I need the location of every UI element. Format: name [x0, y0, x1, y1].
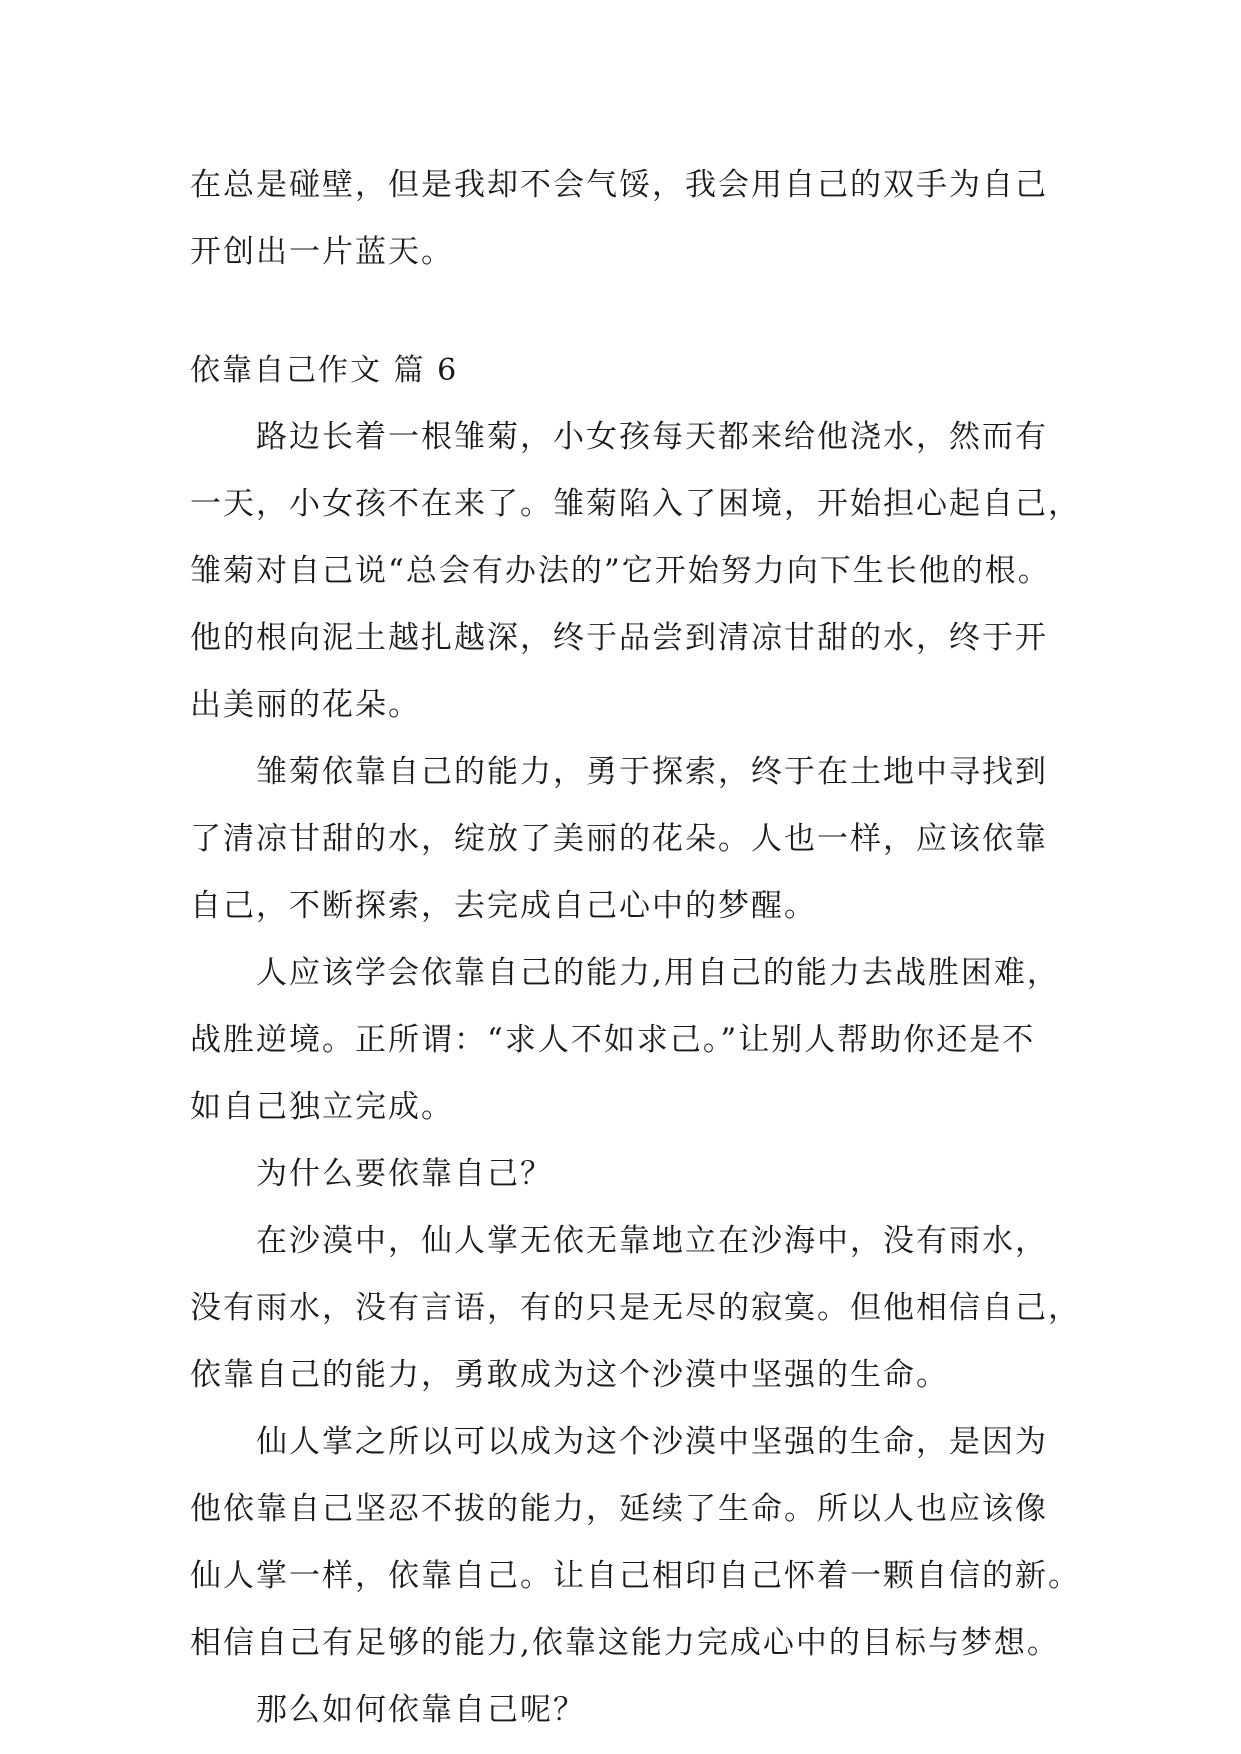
paragraph-first-line: 人应该学会依靠自己的能力,用自己的能力去战胜困难， [256, 955, 1060, 991]
text-line: 战胜逆境。正所谓：“求人不如求己。”让别人帮助你还是不 [190, 1022, 1036, 1058]
text-line: 他依靠自己坚忍不拔的能力，延续了生命。所以人也应该像 [190, 1491, 1048, 1527]
text-line: 如自己独立完成。 [190, 1089, 454, 1125]
section-heading: 依靠自己作文 篇 6 [190, 353, 459, 388]
essay-section [190, 337, 1081, 1744]
text-line: 仙人掌一样，依靠自己。让自己相印自己怀着一颗自信的新。 [190, 1558, 1081, 1594]
text-line: 他的根向泥土越扎越深，终于品尝到清凉甘甜的水，终于开 [190, 620, 1048, 656]
paragraph-first-line: 那么如何依靠自己呢？ [256, 1692, 586, 1728]
text-line: 在总是碰壁，但是我却不会气馁，我会用自己的双手为自己 [190, 167, 1048, 203]
paragraph-first-line: 仙人掌之所以可以成为这个沙漠中坚强的生命，是因为 [256, 1424, 1048, 1460]
text-line: 了清凉甘甜的水，绽放了美丽的花朵。人也一样，应该依靠 [190, 821, 1048, 857]
paragraph-first-line: 在沙漠中，仙人掌无依无靠地立在沙海中，没有雨水， [256, 1223, 1048, 1259]
text-line: 出美丽的花朵。 [190, 687, 421, 723]
continued-paragraph [190, 152, 1060, 286]
paragraph-first-line: 路边长着一根雏菊，小女孩每天都来给他浇水，然而有 [256, 419, 1048, 455]
paragraph-first-line: 雏菊依靠自己的能力，勇于探索，终于在土地中寻找到 [256, 754, 1048, 790]
text-line: 一天，小女孩不在来了。雏菊陷入了困境，开始担心起自己， [190, 486, 1081, 522]
text-line: 自己，不断探索，去完成自己心中的梦醒。 [190, 888, 817, 924]
text-line: 相信自己有足够的能力,依靠这能力完成心中的目标与梦想。 [190, 1625, 1060, 1661]
text-line: 开创出一片蓝天。 [190, 234, 454, 270]
text-line: 雏菊对自己说“总会有办法的”它开始努力向下生长他的根。 [190, 553, 1051, 589]
text-line: 依靠自己的能力，勇敢成为这个沙漠中坚强的生命。 [190, 1357, 949, 1393]
paragraph-first-line: 为什么要依靠自己？ [256, 1156, 553, 1192]
text-line: 没有雨水，没有言语，有的只是无尽的寂寞。但他相信自己， [190, 1290, 1081, 1326]
